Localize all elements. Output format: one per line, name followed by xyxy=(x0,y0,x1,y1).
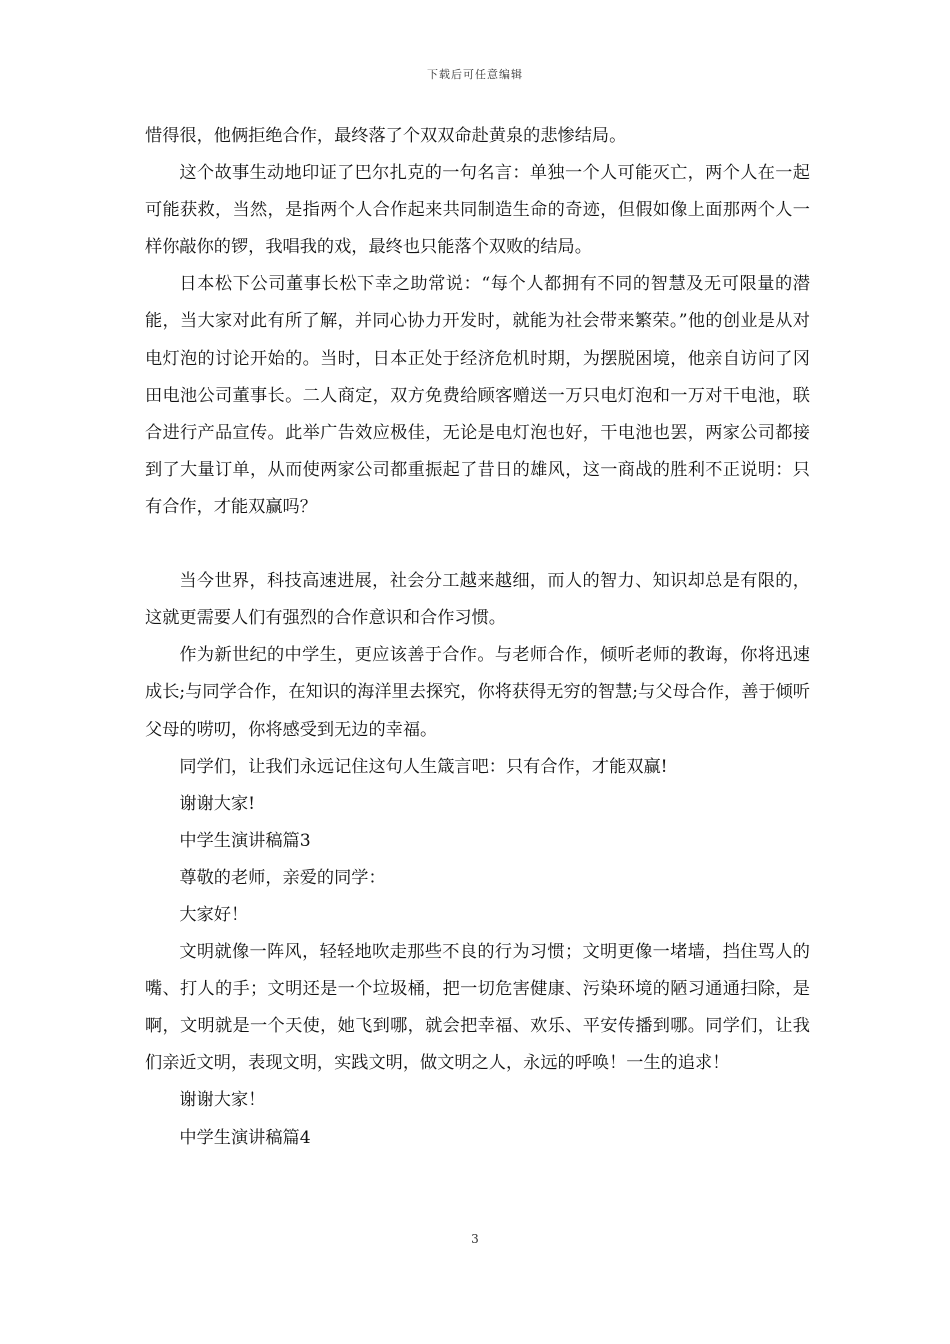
paragraph: 惜得很，他俩拒绝合作，最终落了个双双命赴黄泉的悲惨结局。 xyxy=(145,126,627,146)
paragraph-gap xyxy=(145,526,810,563)
paragraph: 谢谢大家! xyxy=(179,793,256,814)
paragraph: 日本松下公司董事长松下幸之助常说：“每个人都拥有不同的智慧及无可限量的潜能，当大家对此有所了解，并同心协力开发时，就能为社会带来繁荣。”他的创业是从对电灯泡的讨论开始的。当时，日本正处于经济危机时期，为摆脱困境，他亲自访问了冈田电池公司董事长。二人商定，双方免费给顾客赠送一万只电灯泡和一万对干电池，联合进行产品宣传。此举广告效应极佳，无论是电灯泡也好，干电池也罢，两家公司都接到了大量订单，从而使两家公司都重振起了昔日的雄风，这一商战的胜利不正说明：只有合作，才能双赢吗？ xyxy=(145,274,810,517)
paragraph: 作为新世纪的中学生，更应该善于合作。与老师合作，倾听老师的教诲，你将迅速成长;与同学合作，在知识的海洋里去探究，你将获得无穷的智慧;与父母合作，善于倾听父母的唠叨，你将感受到无边的幸福。 xyxy=(145,645,810,740)
salutation: 尊敬的老师，亲爱的同学： xyxy=(179,867,386,888)
document-body xyxy=(145,118,810,1157)
paragraph: 文明就像一阵风，轻轻地吹走那些不良的行为习惯；文明更像一堵墙，挡住骂人的嘴、打人的手；文明还是一个垃圾桶，把一切危害健康、污染环境的陋习通通扫除，是啊，文明就是一个天使，她飞到哪，就会把幸福、欢乐、平安传播到哪。同学们，让我们亲近文明，表现文明，实践文明，做文明之人，永远的呼唤！一生的追求！ xyxy=(145,942,810,1074)
paragraph: 当今世界，科技高速进展，社会分工越来越细，而人的智力、知识却总是有限的，这就更需要人们有强烈的合作意识和合作习惯。 xyxy=(145,571,810,629)
section-heading: 中学生演讲稿篇4 xyxy=(179,1127,311,1148)
paragraph: 谢谢大家！ xyxy=(179,1090,266,1111)
paragraph: 同学们，让我们永远记住这句人生箴言吧：只有合作，才能双赢! xyxy=(179,756,668,777)
page-header: 下载后可任意编辑 xyxy=(427,68,523,81)
page-number: 3 xyxy=(471,1232,479,1246)
paragraph: 这个故事生动地印证了巴尔扎克的一句名言：单独一个人可能灭亡，两个人在一起可能获救，当然，是指两个人合作起来共同制造生命的奇迹，但假如像上面那两个人一样你敲你的锣，我唱我的戏，最终也只能落个双败的结局。 xyxy=(145,163,810,258)
greeting: 大家好！ xyxy=(179,904,249,925)
section-heading: 中学生演讲稿篇3 xyxy=(179,830,311,851)
